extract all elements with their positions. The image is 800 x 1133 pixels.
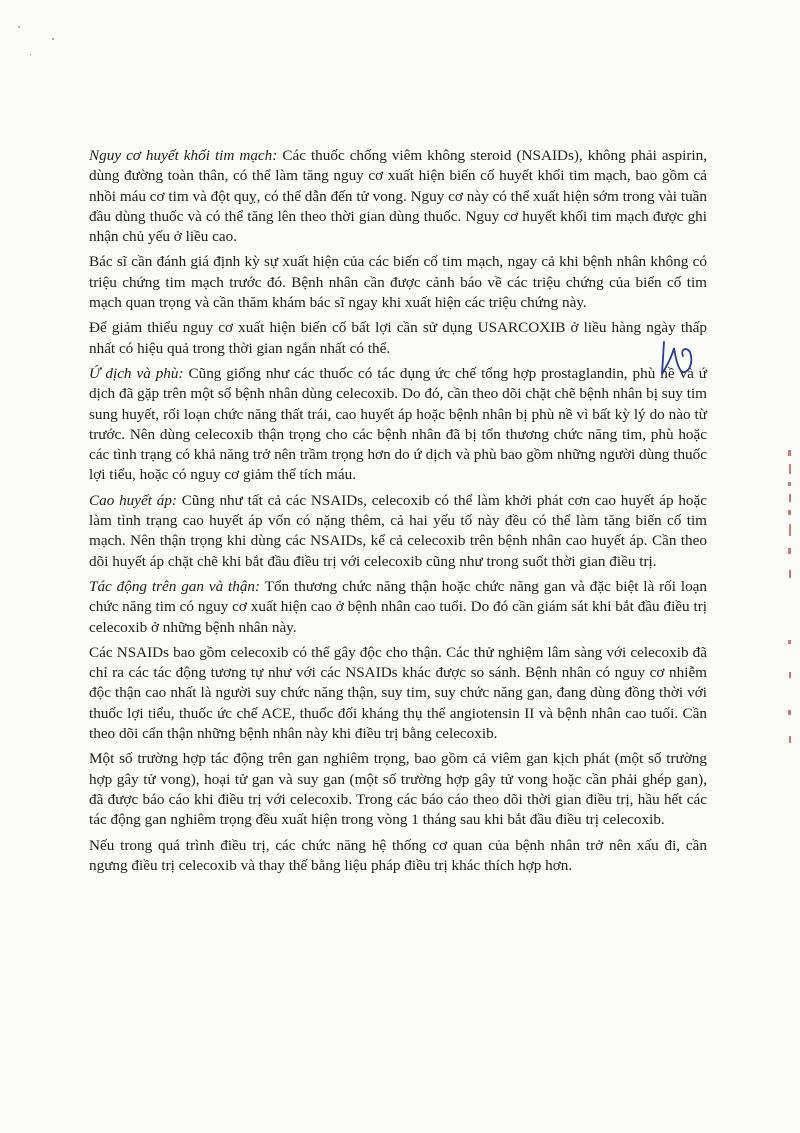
paragraph-hypertension [89, 491, 707, 572]
paragraph-hepatic-effects [89, 749, 707, 830]
scan-speck [30, 54, 31, 55]
paragraph-text: Một số trường hợp tác động trên gan nghiêm trọng, bao gồm cả viêm gan kịch phát (một số trường hợp gây tử vong), hoại tử gan và suy gan (một số trường hợp gây tử vong hoặc cần phải ghép gan), đã được báo cáo khi điều trị với celecoxib. Trong các báo cáo theo dõi thời gian điều trị, hầu hết các tác động gan nghiêm trọng đều xuất hiện trong vòng 1 tháng sau khi bắt đầu điều trị celecoxib. [89, 750, 707, 829]
paragraph-heading: Tác động trên gan và thận: [89, 577, 261, 595]
paragraph-liver-kidney [89, 577, 707, 638]
paragraph-heading: Cao huyết áp: [89, 491, 177, 509]
paragraph-text: Cũng như tất cả các NSAIDs, celecoxib có thể làm khởi phát cơn cao huyết áp hoặc làm tình trạng cao huyết áp vốn có nặng thêm, cả hai yếu tố này đều có thể làm tăng biến cố tim mạch. Nên thận trọng khi dùng các NSAIDs, kể cả celecoxib trên bệnh nhân cao huyết áp. Cần theo dõi huyết áp chặt chẽ khi bắt đầu điều trị với celecoxib cũng như trong suốt thời gian điều trị. [89, 491, 708, 570]
paragraph-text: Để giảm thiểu nguy cơ xuất hiện biến cố bất lợi cần sử dụng USARCOXIB ở liều hàng ngày thấp nhất có hiệu quả trong thời gian ngắn nhất có thể. [89, 319, 707, 357]
document-body [89, 146, 707, 881]
paragraph-text: Các NSAIDs bao gồm celecoxib có thể gây độc cho thận. Các thử nghiệm lâm sàng với celecoxib đã chỉ ra các tác động tương tự như với các NSAIDs khác được so sánh. Bệnh nhân có nguy cơ nhiễm độc thận cao nhất là người suy chức năng thận, suy tim, suy chức năng gan, đang dùng đồng thời với thuốc lợi tiểu, thuốc ức chế ACE, thuốc đối kháng thụ thể angiotensin II và bệnh nhân cao tuổi. Cần theo dõi cẩn thận những bệnh nhân này khi điều trị bằng celecoxib. [89, 643, 707, 743]
paragraph-text: Tổn thương chức năng thận hoặc chức năng gan và đặc biệt là rối loạn chức năng tim có nguy cơ xuất hiện cao ở bệnh nhân cao tuổi. Do đó cần giám sát khi bắt đầu điều trị celecoxib ở những bệnh nhân này. [89, 577, 707, 636]
paragraph-text: Nếu trong quá trình điều trị, các chức năng hệ thống cơ quan của bệnh nhân trở nên xấu đi, cần ngưng điều trị celecoxib và thay thế bằng liệu pháp điều trị khác thích hợp hơn. [89, 836, 707, 874]
paragraph-fluid-retention [89, 364, 707, 486]
paragraph-text: Bác sĩ cần đánh giá định kỳ sự xuất hiện của các biến cố tim mạch, ngay cả khi bệnh nhân không có triệu chứng tim mạch trước đó. Bệnh nhân cần được cảnh báo về các triệu chứng của biến cố tim mạch quan trọng và cần thăm khám bác sĩ ngay khi xuất hiện các triệu chứng này. [89, 253, 707, 312]
scan-speck [52, 38, 54, 40]
paragraph-text: Cũng giống như các thuốc có tác dụng ức chế tổng hợp prostaglandin, phù nề và ứ dịch đã gặp trên một số bệnh nhân dùng celecoxib. Do đó, cần theo dõi chặt chẽ bệnh nhân bị suy tim sung huyết, rối loạn chức năng thất trái, cao huyết áp hoặc bệnh nhân bị phù nề vì bất kỳ lý do nào từ trước. Nên dùng celecoxib thận trọng cho các bệnh nhân đã bị tổn thương chức năng tim, phù hoặc các tình trạng có khả năng trở nên trầm trọng hơn do ứ dịch và phù bao gồm những người dùng thuốc lợi tiểu, hoặc có nguy cơ giảm thể tích máu. [89, 364, 707, 484]
paragraph-text: Các thuốc chống viêm không steroid (NSAIDs), không phải aspirin, dùng đường toàn thân, có thể làm tăng nguy cơ xuất hiện biến cố huyết khối tim mạch, bao gồm cả nhồi máu cơ tim và đột quỵ, có thể dẫn đến tử vong. Nguy cơ này có thể xuất hiện sớm trong vài tuần đầu dùng thuốc và có thể tăng lên theo thời gian dùng thuốc. Nguy cơ huyết khối tim mạch được ghi nhận chủ yếu ở liều cao. [89, 147, 707, 246]
paragraph-heading: Nguy cơ huyết khối tim mạch: [89, 147, 278, 164]
stamp-edge-mark [780, 440, 800, 760]
paragraph-dose-minimization [89, 318, 707, 359]
paragraph-discontinuation [89, 836, 707, 877]
scan-speck [18, 26, 20, 28]
paragraph-physician-evaluation [89, 252, 707, 313]
paragraph-heading: Ứ dịch và phù: [89, 364, 184, 382]
paragraph-renal-toxicity [89, 643, 707, 744]
handwritten-initials [650, 334, 700, 384]
paragraph-cardiovascular-risk [89, 146, 707, 247]
